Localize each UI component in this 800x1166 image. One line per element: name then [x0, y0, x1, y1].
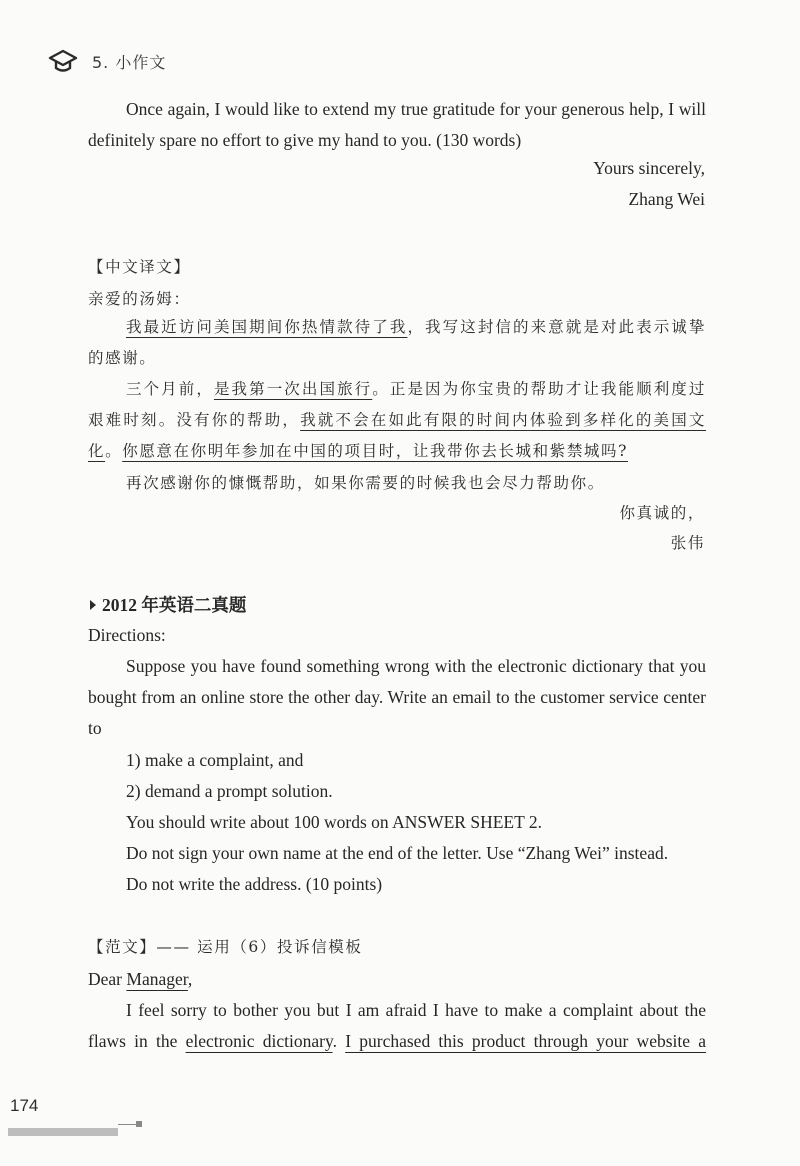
translation-signature: 张伟 — [670, 534, 705, 552]
underlined-phrase: 是我第一次出国旅行 — [213, 380, 373, 398]
translation-greeting: 亲爱的汤姆： — [88, 290, 191, 308]
list-item: 2) demand a prompt solution. — [126, 781, 333, 801]
footer-rule — [118, 1124, 138, 1125]
requirements-list — [126, 745, 668, 900]
footer-bar — [8, 1128, 118, 1136]
sample-body: I feel sorry to bother you but I am afraid I have to make a complaint about the flaws in the electronic dictionary. I purchased this product through your website a — [88, 1000, 707, 1051]
letter-signature: Zhang Wei — [628, 189, 705, 209]
sample-greeting: Dear Manager, — [88, 969, 193, 989]
list-item: Do not sign your own name at the end of the letter. Use “Zhang Wei” instead. — [126, 843, 669, 863]
page-number: 174 — [10, 1096, 39, 1115]
translation-heading: 【中文译文】 — [88, 258, 191, 276]
letter-closing-paragraph: Once again, I would like to extend my true gratitude for your generous help, I will definitely spare no effort to give my hand to you. (130 words) — [88, 99, 706, 150]
underlined-phrase: 我最近访问美国期间你热情款待了我 — [126, 318, 408, 336]
graduation-cap-icon — [48, 48, 78, 74]
underlined-phrase: I purchased this product through your website a — [345, 1031, 707, 1051]
underlined-phrase: electronic dictionary — [185, 1031, 333, 1051]
translation-paragraph-2: 三个月前，是我第一次出国旅行。正是因为你宝贵的帮助才让我能顺利度过艰难时刻。没有你的帮助，我就不会在如此有限的时间内体验到多样化的美国文化。你愿意在你明年参加在中国的项目时，让我带你去长城和紫禁城吗? — [88, 380, 706, 460]
page-header — [48, 46, 166, 76]
translation-paragraph-3: 再次感谢你的慷慨帮助，如果你需要的时候我也会尽力帮助你。 — [126, 474, 605, 492]
underlined-phrase: Manager — [126, 969, 188, 989]
translation-paragraph-1: 我最近访问美国期间你热情款待了我，我写这封信的来意就是对此表示诚挚的感谢。 — [88, 318, 706, 367]
triangle-bullet-icon — [90, 600, 96, 610]
underlined-phrase: 我就不会在如此有限的时间内体验到多样化的美国文化 — [88, 411, 706, 460]
underlined-phrase: 你愿意在你明年参加在中国的项目时，让我带你去长城和紫禁城吗? — [122, 442, 629, 460]
list-item: Do not write the address. (10 points) — [126, 874, 383, 894]
directions-prompt: Suppose you have found something wrong with the electronic dictionary that you bought from an online store the other day. Write an email to the customer service center to — [88, 656, 706, 738]
list-item: You should write about 100 words on ANSWER SHEET 2. — [126, 812, 542, 832]
sample-heading: 【范文】—— 运用（6）投诉信模板 — [88, 938, 363, 956]
letter-closing: Yours sincerely, — [593, 158, 705, 178]
translation-closing: 你真诚的， — [619, 504, 705, 522]
directions-label: Directions: — [88, 625, 166, 645]
list-item: 1) make a complaint, and — [126, 750, 304, 770]
footer-dot — [136, 1121, 142, 1127]
chapter-title: 5. 小作文 — [92, 52, 167, 72]
exam-section-heading: 2012 年英语二真题 — [90, 592, 246, 617]
